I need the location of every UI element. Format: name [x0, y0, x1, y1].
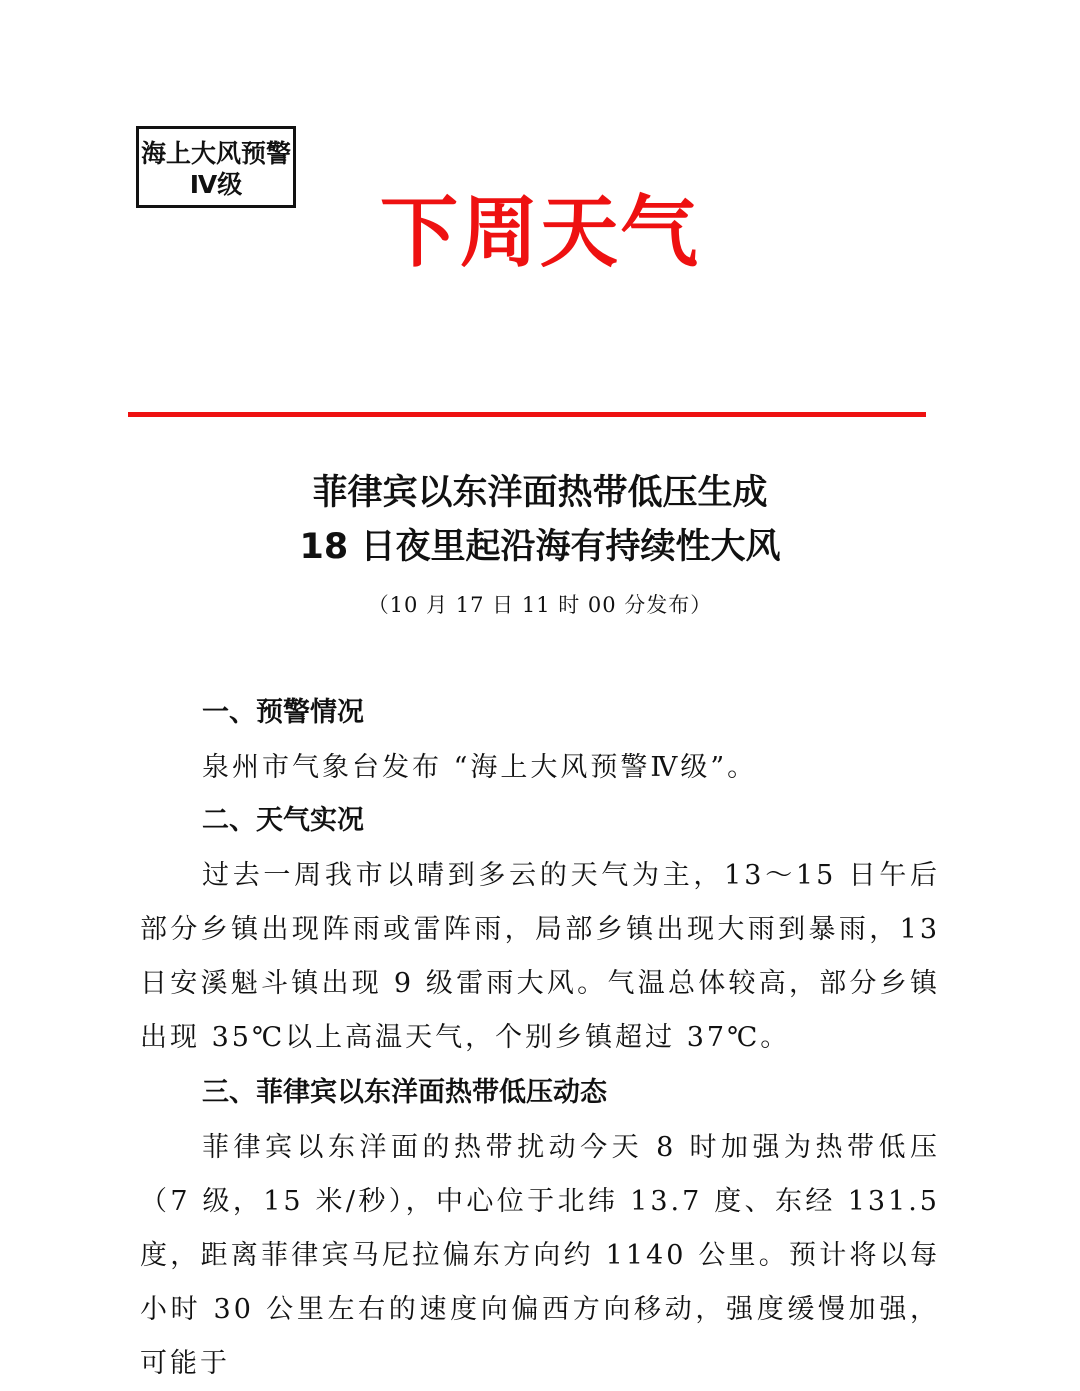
section-heading-depression: 三、菲律宾以东洋面热带低压动态 — [202, 1077, 607, 1108]
section-heading-warning: 一、预警情况 — [202, 697, 364, 728]
warning-box-line1: 海上大风预警 — [140, 139, 291, 168]
masthead-title: 下周天气 — [379, 188, 700, 278]
section-body-observed: 过去一周我市以晴到多云的天气为主，13～15 日午后部分乡镇出现阵雨或雷阵雨，局部乡镇出现大雨到暴雨，13 日安溪魁斗镇出现 9 级雷雨大风。气温总体较高，部分乡镇出现 35℃以上高温天气，个别乡镇超过 37℃。 — [140, 860, 940, 1053]
headline-line2: 18 日夜里起沿海有持续性大风 — [299, 527, 781, 567]
section-body-depression: 菲律宾以东洋面的热带扰动今天 8 时加强为热带低压（7 级，15 米/秒），中心位于北纬 13.7 度、东经 131.5 度，距离菲律宾马尼拉偏东方向约 1140 公里。预计将以每小时 30 公里左右的速度向偏西方向移动，强度缓慢加强，可能于 — [140, 1132, 940, 1379]
issue-time: （10 月 17 日 11 时 00 分发布） — [367, 593, 713, 617]
section-body-warning: 泉州市气象台发布 “海上大风预警Ⅳ级”。 — [202, 752, 758, 783]
warning-box-line2: Ⅳ级 — [189, 170, 243, 199]
section-heading-observed: 二、天气实况 — [202, 805, 364, 836]
red-divider — [128, 412, 926, 417]
headline-line1: 菲律宾以东洋面热带低压生成 — [312, 473, 768, 513]
